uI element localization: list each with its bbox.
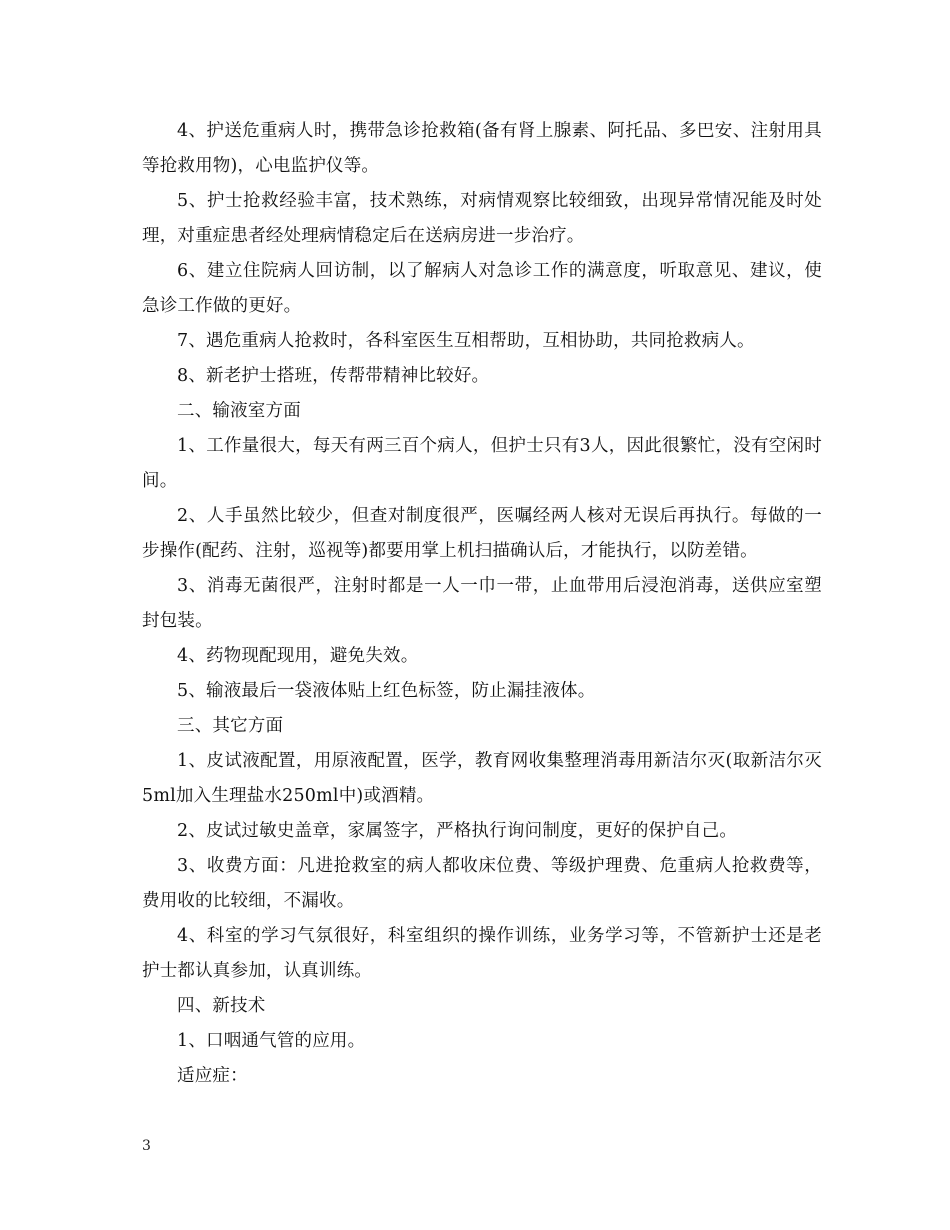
paragraph: 8、新老护士搭班，传帮带精神比较好。 bbox=[177, 366, 490, 386]
section-heading: 四、新技术 bbox=[177, 996, 266, 1016]
paragraph: 7、遇危重病人抢救时，各科室医生互相帮助，互相协助，共同抢救病人。 bbox=[177, 331, 755, 351]
paragraph: 1、皮试液配置，用原液配置，医学，教育网收集整理消毒用新洁尔灭(取新洁尔灭5ml加入生理盐水250ml中)或酒精。 bbox=[142, 751, 822, 806]
page-number: 3 bbox=[142, 1138, 151, 1154]
paragraph: 6、建立住院病人回访制，以了解病人对急诊工作的满意度，听取意见、建议，使急诊工作做的更好。 bbox=[142, 261, 822, 316]
paragraph: 适应症： bbox=[177, 1066, 248, 1086]
paragraph: 3、收费方面：凡进抢救室的病人都收床位费、等级护理费、危重病人抢救费等，费用收的比较细，不漏收。 bbox=[142, 856, 822, 911]
paragraph: 4、护送危重病人时，携带急诊抢救箱(备有肾上腺素、阿托品、多巴安、注射用具等抢救用物)，心电监护仪等。 bbox=[142, 121, 822, 176]
section-heading: 二、输液室方面 bbox=[177, 401, 301, 421]
section-heading: 三、其它方面 bbox=[177, 716, 284, 736]
document-body bbox=[142, 114, 822, 1094]
paragraph: 5、输液最后一袋液体贴上红色标签，防止漏挂液体。 bbox=[177, 681, 596, 701]
paragraph: 4、药物现配现用，避免失效。 bbox=[177, 646, 419, 666]
paragraph: 3、消毒无菌很严，注射时都是一人一巾一带，止血带用后浸泡消毒，送供应室塑封包装。 bbox=[142, 576, 822, 631]
paragraph: 2、皮试过敏史盖章，家属签字，严格执行询问制度，更好的保护自己。 bbox=[177, 821, 738, 841]
paragraph: 5、护士抢救经验丰富，技术熟练，对病情观察比较细致，出现异常情况能及时处理，对重症患者经处理病情稳定后在送病房进一步治疗。 bbox=[142, 191, 822, 246]
paragraph: 2、人手虽然比较少，但查对制度很严，医嘱经两人核对无误后再执行。每做的一步操作(配药、注射，巡视等)都要用掌上机扫描确认后，才能执行，以防差错。 bbox=[142, 506, 822, 561]
paragraph: 4、科室的学习气氛很好，科室组织的操作训练，业务学习等，不管新护士还是老护士都认真参加，认真训练。 bbox=[142, 926, 822, 981]
paragraph: 1、工作量很大，每天有两三百个病人，但护士只有3人，因此很繁忙，没有空闲时间。 bbox=[142, 436, 822, 491]
paragraph: 1、口咽通气管的应用。 bbox=[177, 1031, 366, 1051]
